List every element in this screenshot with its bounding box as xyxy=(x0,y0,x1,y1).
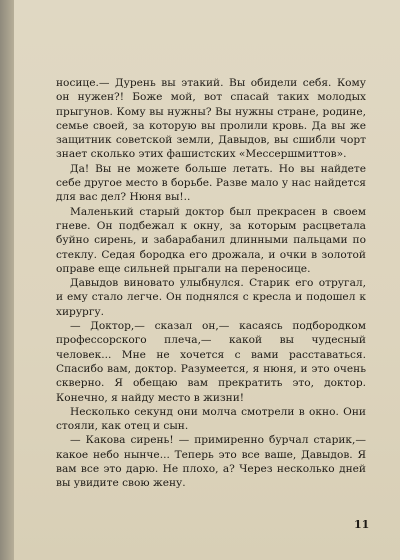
paragraph-7: — Какова сирень! — примиренно бурчал старик,— какое небо нынче... Теперь это все ваше, Давыдов. Я вам все это дарю. Не плохо, а? Через несколько дней вы увидите свою жену. xyxy=(56,434,366,490)
paragraph-6: Несколько секунд они молча смотрели в окно. Они стояли, как отец и сын. xyxy=(56,405,366,433)
paragraph-3: Маленький старый доктор был прекрасен в своем гневе. Он подбежал к окну, за которым расцветала буйно сирень, и забарабанил длинными пальцами по стеклу. Седая бородка его дрожала, и очки в золотой оправе еще сильней прыгали на переносице. xyxy=(56,205,366,275)
paragraph-5: — Доктор,— сказал он,— касаясь подбородком профессорского плеча,— какой вы чудесный человек... Мне не хочется с вами расставаться. Спасибо вам, доктор. Разумеется, я нюня, и это очень скверно. Я обещаю вам прекратить это, доктор. Конечно, я найду место в жизни! xyxy=(56,320,366,404)
paragraph-2: Да! Вы не можете больше летать. Но вы найдете себе другое место в борьбе. Разве мало у нас найдется для вас дел? Нюня вы!.. xyxy=(56,162,366,204)
paragraph-4: Давыдов виновато улыбнулся. Старик его отругал, и ему стало легче. Он поднялся с кресла и подошел к хирургу. xyxy=(56,277,366,318)
page-number: 11 xyxy=(354,518,370,531)
paragraph-1: носице.— Дурень вы этакий. Вы обидели себя. Кому он нужен?! Боже мой, вот спасай таких молодых прыгунов. Кому вы нужны? Вы нужны стране, родине, семье своей, за которую вы пролили кровь. Да вы же защитник советской земли, Давыдов, вы сшибли чорт знает сколько этих фашистских «Мессершмиттов». xyxy=(56,77,366,161)
page-body-text xyxy=(56,76,366,491)
